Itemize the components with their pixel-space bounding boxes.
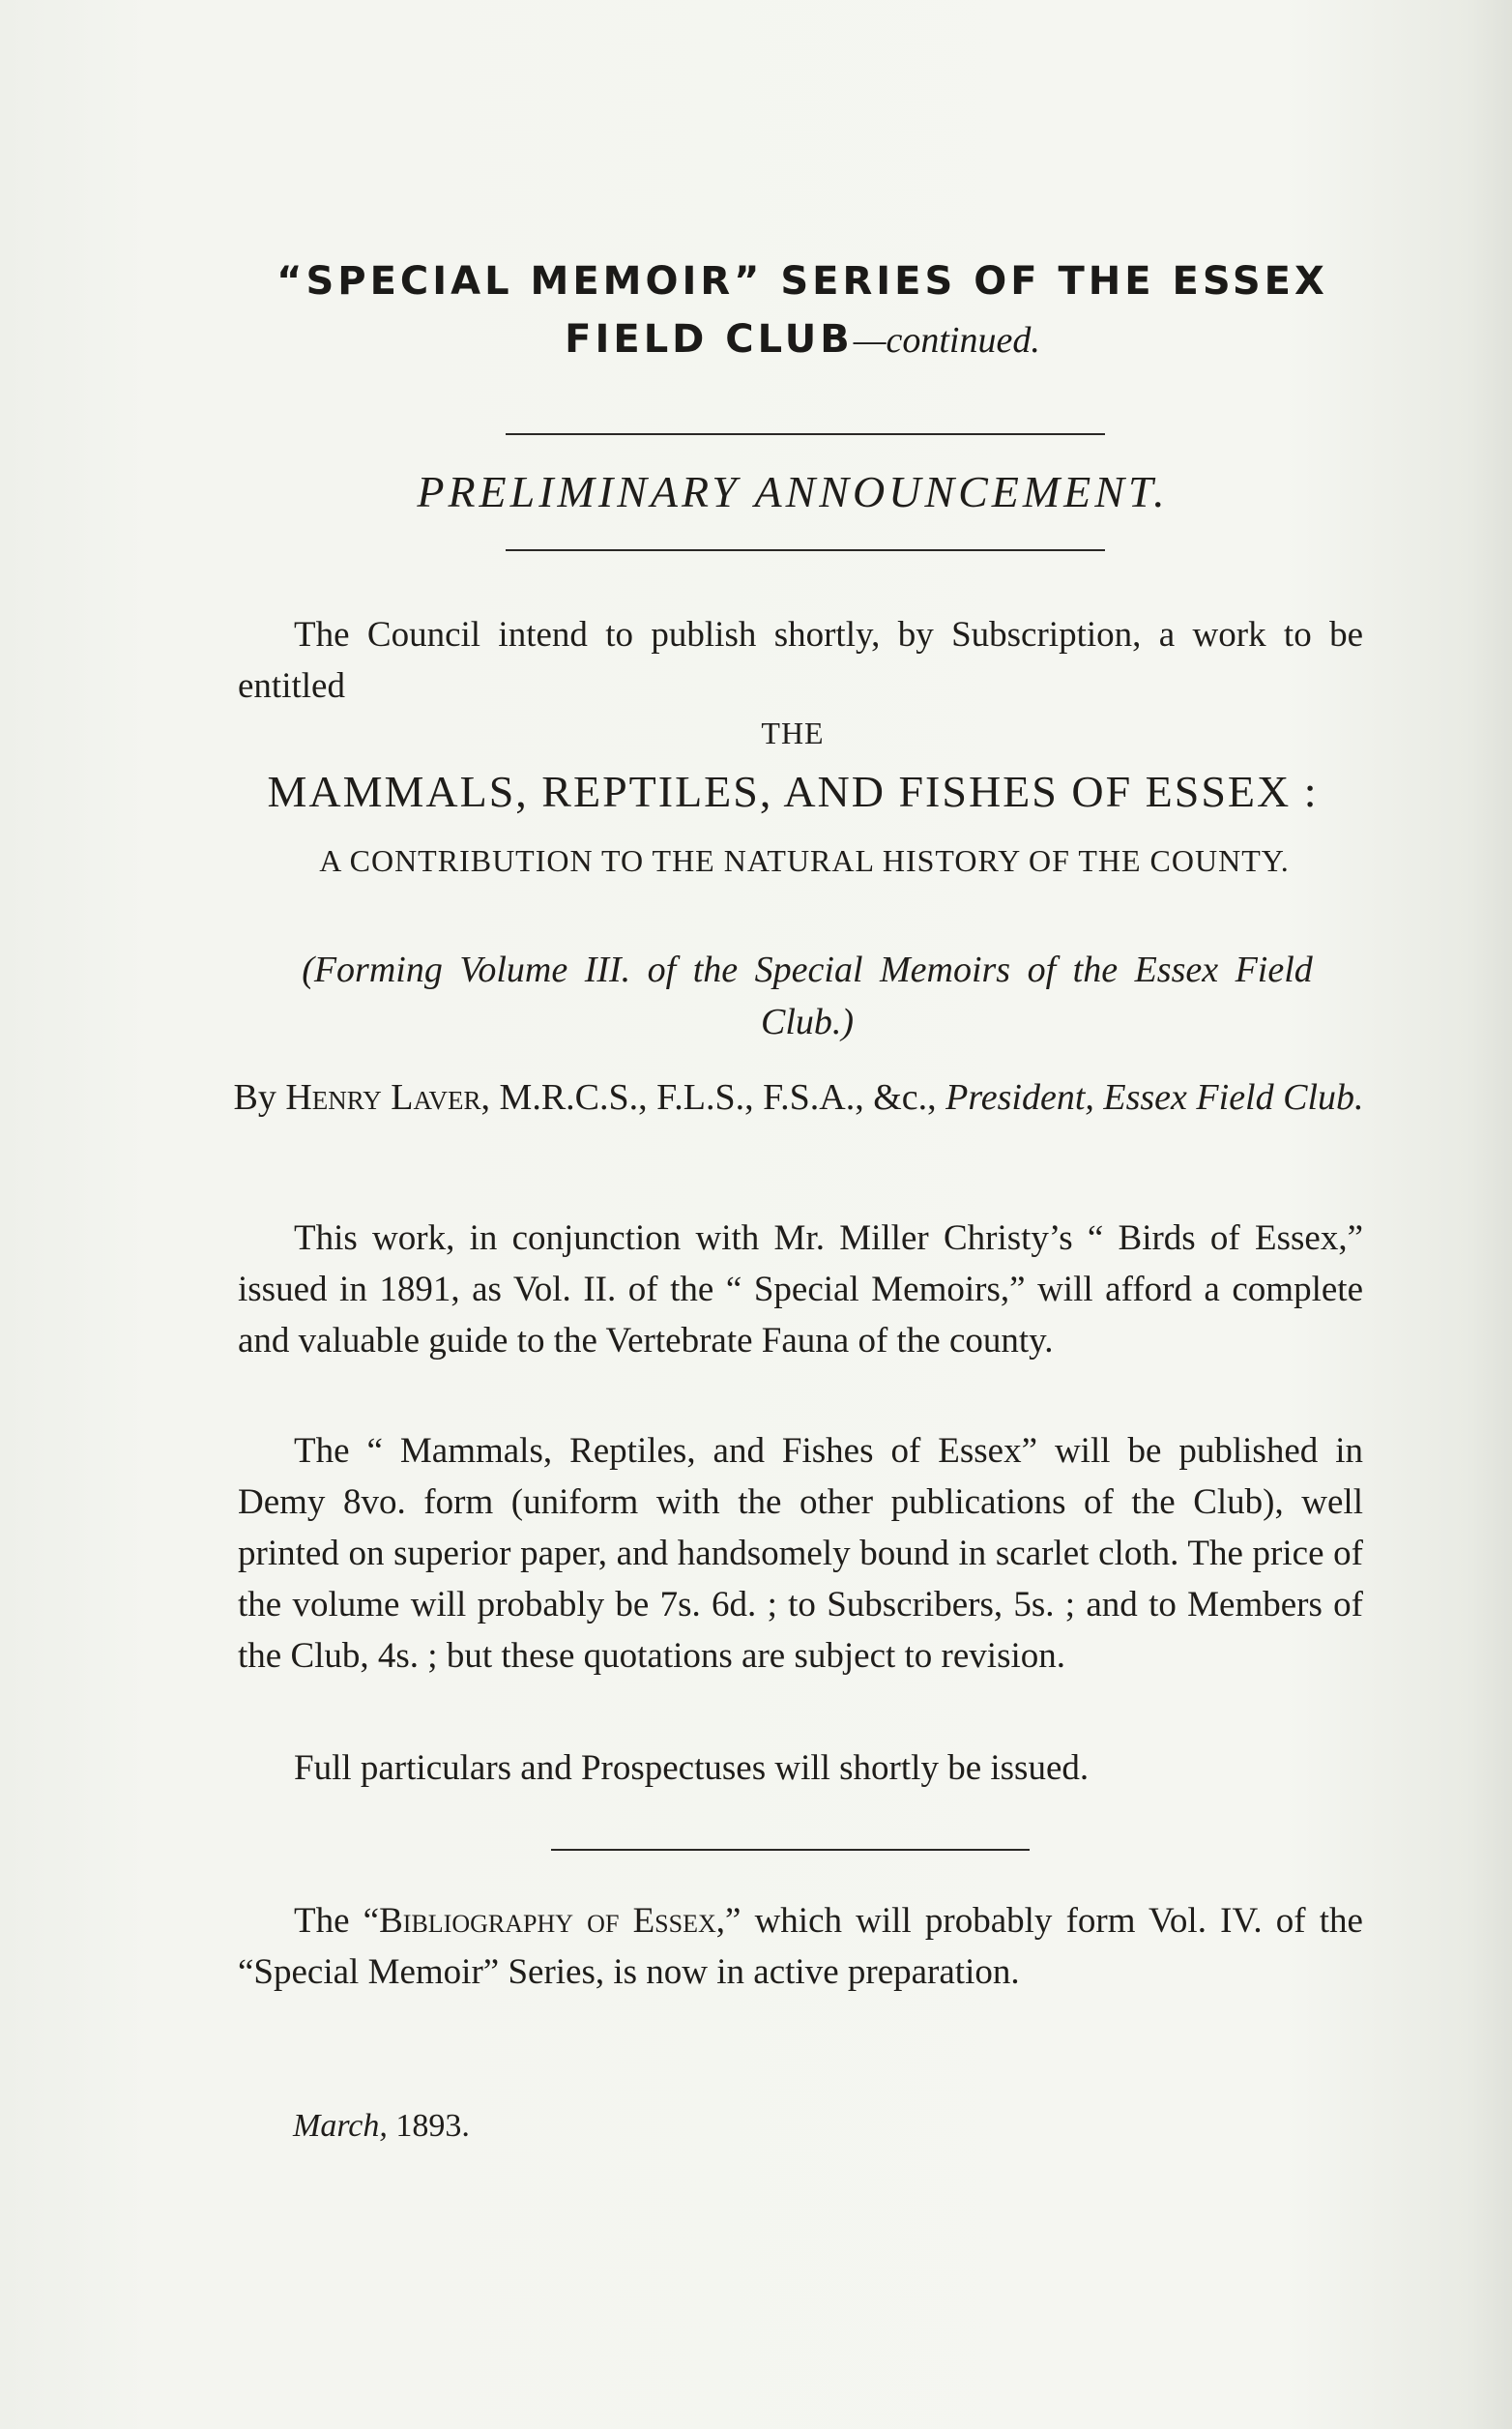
date-line [293, 2108, 470, 2145]
author-role: President, Essex Field Club. [945, 1077, 1364, 1118]
author-name: Henry Laver, [285, 1077, 491, 1118]
divider-rule-middle [506, 549, 1105, 551]
series-header [242, 259, 1363, 304]
intro-paragraph: The Council intend to publish shortly, by Subscription, a work to be entitled [238, 615, 1363, 706]
header-line-2-continued: —continued. [853, 320, 1040, 361]
bibliography-before: The “ [294, 1901, 380, 1941]
book-forming-note: (Forming Volume III. of the Special Memoirs of the Essex Field Club.) [302, 950, 1313, 1042]
paragraph-2: The “ Mammals, Reptiles, and Fishes of Essex” will be published in Demy 8vo. form (uniform with the other publications of the Club), well printed on superior paper, and handsomely bound in scarlet cloth. The price of the volume will probably be 7s. 6d. ; to Subscribers, 5s. ; and to Members of the Club, 4s. ; but these quotations are subject to revision. [238, 1431, 1363, 1676]
author-credentials: M.R.C.S., F.L.S., F.S.A., &c., [499, 1077, 937, 1118]
header-line-2-main: FIELD CLUB [565, 317, 854, 362]
date-month: March, [293, 2108, 388, 2144]
header-line-1: “SPECIAL MEMOIR” SERIES OF THE ESSEX [276, 259, 1328, 304]
byline [228, 1071, 1369, 1124]
bibliography-title: Bibliography of Essex, [379, 1901, 725, 1941]
date-year: 1893. [395, 2108, 470, 2144]
divider-rule-bottom [551, 1849, 1030, 1851]
series-header-line-2 [242, 317, 1363, 362]
divider-rule-top [506, 433, 1105, 435]
byline-by: By [233, 1077, 276, 1118]
paragraph-3: Full particulars and Prospectuses will shortly be issued. [294, 1748, 1090, 1788]
bibliography-paragraph [238, 1895, 1363, 1998]
book-the: THE [761, 716, 825, 750]
announcement-heading: PRELIMINARY ANNOUNCEMENT. [417, 467, 1169, 516]
paragraph-1: This work, in conjunction with Mr. Miller Christy’s “ Birds of Essex,” issued in 1891, as Vol. II. of the “ Special Memoirs,” will afford a complete and valuable guide to the Vertebrate Fauna of the county. [238, 1218, 1363, 1361]
bibliography-after: ” which will probably form Vol. IV. of the “Special Memoir” Series, is now in active preparation. [238, 1901, 1363, 1992]
book-title: MAMMALS, REPTILES, AND FISHES OF ESSEX : [267, 767, 1319, 816]
book-subtitle: A CONTRIBUTION TO THE NATURAL HISTORY OF THE COUNTY. [319, 843, 1290, 878]
